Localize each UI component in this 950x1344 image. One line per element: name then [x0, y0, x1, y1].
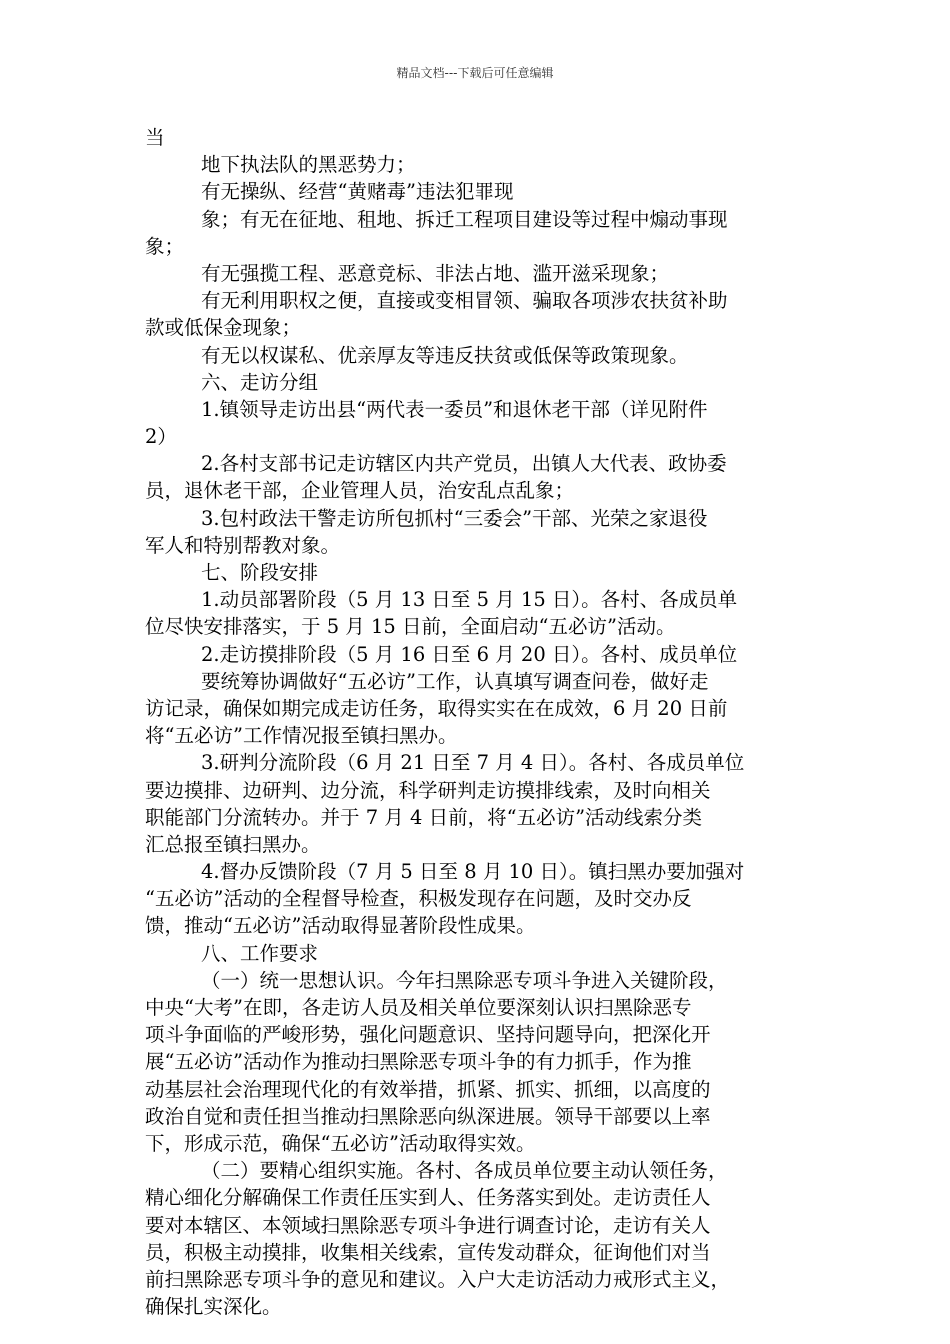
text-line: 象；: [145, 234, 185, 258]
text-line: 军人和特别帮教对象。: [145, 533, 341, 557]
text-line: 3.研判分流阶段（6 月 21 日至 7 月 4 日）。各村、各成员单位: [201, 751, 745, 775]
text-line: 中央“大考”在即，各走访人员及相关单位要深刻认识扫黑除恶专: [145, 996, 692, 1019]
text-line: 汇总报至镇扫黑办。: [145, 832, 321, 856]
text-line: 位尽快安排落实，于 5 月 15 日前，全面启动“五必访”活动。: [145, 615, 676, 639]
text-line: 2.各村支部书记走访辖区内共产党员，出镇人大代表、政协委: [201, 452, 727, 476]
text-line: 4.督办反馈阶段（7 月 5 日至 8 月 10 日）。镇扫黑办要加强对: [201, 860, 745, 884]
text-line: 地下执法队的黑恶势力；: [201, 153, 416, 177]
document-body: [145, 124, 805, 1320]
text-line: 有无操纵、经营“黄赌毒”违法犯罪现: [201, 180, 514, 204]
text-line: 前扫黑除恶专项斗争的意见和建议。入户大走访活动力戒形式主义，: [145, 1267, 731, 1291]
text-line: 政治自觉和责任担当推动扫黑除恶向纵深进展。领导干部要以上率: [145, 1104, 711, 1128]
text-line: 3.包村政法干警走访所包抓村“三委会”干部、光荣之家退役: [201, 506, 708, 530]
text-line: 职能部门分流转办。并于 7 月 4 日前，将“五必访”活动线索分类: [145, 805, 703, 829]
text-line: 将“五必访”工作情况报至镇扫黑办。: [145, 724, 458, 748]
text-line: “五必访”活动的全程督导检查，积极发现存在问题，及时交办反: [145, 887, 692, 911]
text-line: 下，形成示范，确保“五必访”活动取得实效。: [145, 1131, 536, 1155]
text-line: 确保扎实深化。: [145, 1295, 282, 1319]
text-line: 有无强揽工程、恶意竞标、非法占地、滥开滋采现象；: [201, 261, 670, 285]
text-line: 项斗争面临的严峻形势，强化问题意识、坚持问题导向，把深化开: [145, 1023, 711, 1047]
text-line: 六、走访分组: [201, 370, 319, 394]
text-line: 动基层社会治理现代化的有效举措，抓紧、抓实、抓细，以高度的: [145, 1077, 711, 1101]
text-line: 当: [145, 126, 165, 149]
text-line: 展“五必访”活动作为推动扫黑除恶专项斗争的有力抓手，作为推: [145, 1050, 692, 1074]
text-line: （二）要精心组织实施。各村、各成员单位要主动认领任务，: [201, 1159, 728, 1183]
text-line: 有无利用职权之便，直接或变相冒领、骗取各项涉农扶贫补助: [201, 289, 728, 313]
text-line: 员，积极主动摸排，收集相关线索，宣传发动群众，征询他们对当: [145, 1240, 711, 1264]
text-line: 2.走访摸排阶段（5 月 16 日至 6 月 20 日）。各村、成员单位: [201, 642, 738, 666]
text-line: 精心细化分解确保工作责任压实到人、任务落实到处。走访责任人: [145, 1186, 711, 1210]
text-line: 款或低保金现象；: [145, 316, 302, 340]
text-line: 员，退休老干部，企业管理人员，治安乱点乱象；: [145, 479, 575, 503]
text-line: （一）统一思想认识。今年扫黑除恶专项斗争进入关键阶段，: [201, 968, 728, 992]
text-line: 要统筹协调做好“五必访”工作，认真填写调查问卷，做好走: [201, 669, 709, 693]
text-line: 八、工作要求: [201, 941, 319, 965]
text-line: 要边摸排、边研判、边分流，科学研判走访摸排线索，及时向相关: [145, 778, 711, 802]
text-line: 要对本辖区、本领域扫黑除恶专项斗争进行调查讨论，走访有关人: [145, 1213, 711, 1237]
text-line: 1.镇领导走访出县“两代表一委员”和退休老干部（详见附件: [201, 397, 708, 421]
text-line: 象；有无在征地、租地、拆迁工程项目建设等过程中煽动事现: [201, 207, 728, 231]
text-line: 访记录，确保如期完成走访任务，取得实实在在成效，6 月 20 日前: [145, 696, 728, 720]
text-line: 2）: [145, 425, 177, 449]
page-header: 精品文档---下载后可任意编辑: [396, 66, 554, 80]
text-line: 馈，推动“五必访”活动取得显著阶段性成果。: [145, 914, 536, 938]
text-line: 1.动员部署阶段（5 月 13 日至 5 月 15 日）。各村、各成员单: [201, 588, 738, 612]
text-line: 有无以权谋私、优亲厚友等违反扶贫或低保等政策现象。: [201, 343, 689, 367]
text-line: 七、阶段安排: [201, 561, 319, 584]
